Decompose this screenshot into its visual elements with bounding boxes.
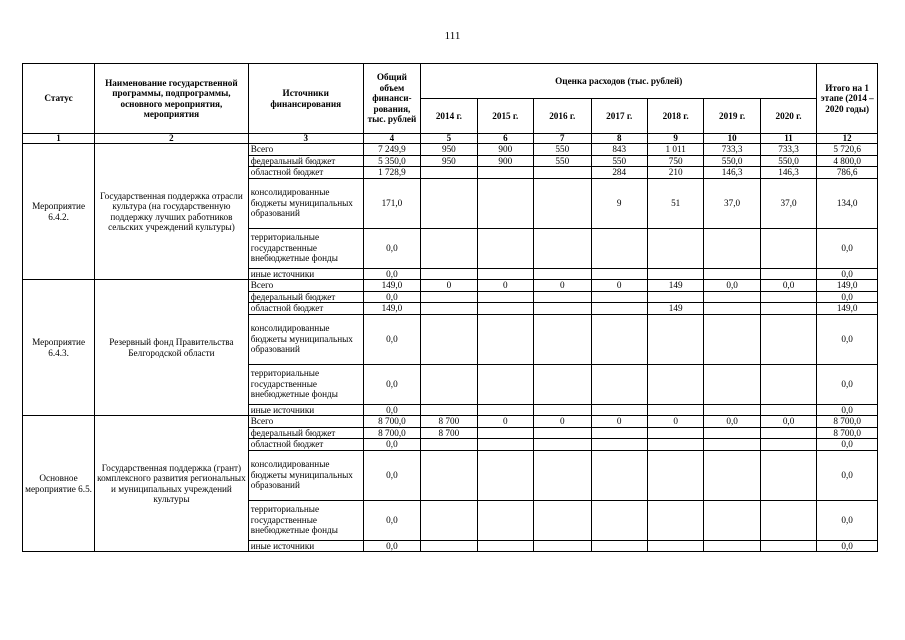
source-cell: территориальные государственные внебюджетные фонды <box>248 364 363 404</box>
year-value-cell <box>647 268 703 280</box>
year-value-cell <box>421 450 477 500</box>
year-value-cell: 750 <box>647 155 703 167</box>
status-cell: Мероприятие 6.4.3. <box>23 280 95 416</box>
year-value-cell: 0,0 <box>760 416 817 428</box>
year-value-cell <box>534 303 591 315</box>
year-value-cell <box>760 427 817 439</box>
year-value-cell: 843 <box>591 144 647 156</box>
year-value-cell: 37,0 <box>760 178 817 228</box>
year-value-cell <box>534 268 591 280</box>
year-value-cell <box>534 364 591 404</box>
year-value-cell <box>760 268 817 280</box>
year-value-cell <box>704 228 760 268</box>
year-value-cell <box>534 540 591 552</box>
column-number: 1 <box>23 134 95 144</box>
page-number: 111 <box>444 30 461 42</box>
stage-total-cell: 0,0 <box>817 314 878 364</box>
year-value-cell <box>591 268 647 280</box>
year-value-cell: 550,0 <box>760 155 817 167</box>
year-value-cell: 550,0 <box>704 155 760 167</box>
year-value-cell <box>591 364 647 404</box>
year-value-cell <box>591 404 647 416</box>
header-total: Общий объем финанси- рования, тыс. рублей <box>363 64 420 134</box>
stage-total-cell: 0,0 <box>817 404 878 416</box>
year-value-cell <box>704 404 760 416</box>
year-value-cell <box>591 500 647 540</box>
year-value-cell: 8 700 <box>421 427 477 439</box>
year-value-cell: 146,3 <box>760 167 817 179</box>
name-cell: Государственная поддержка отрасли культура (на государственную поддержку лучших работников сельских учреждений культуры) <box>95 144 249 280</box>
source-cell: консолидированные бюджеты муниципальных образований <box>248 314 363 364</box>
year-value-cell: 284 <box>591 167 647 179</box>
year-value-cell <box>647 404 703 416</box>
total-cell: 7 249,9 <box>363 144 420 156</box>
stage-total-cell: 0,0 <box>817 291 878 303</box>
year-value-cell <box>591 427 647 439</box>
total-cell: 149,0 <box>363 303 420 315</box>
year-value-cell <box>477 268 533 280</box>
year-value-cell: 0 <box>477 416 533 428</box>
year-value-cell <box>421 540 477 552</box>
year-value-cell <box>421 404 477 416</box>
total-cell: 0,0 <box>363 291 420 303</box>
year-value-cell <box>534 228 591 268</box>
year-value-cell <box>760 303 817 315</box>
header-sources: Источники финансирования <box>248 64 363 134</box>
year-value-cell: 733,3 <box>760 144 817 156</box>
year-value-cell: 146,3 <box>704 167 760 179</box>
total-cell: 0,0 <box>363 314 420 364</box>
year-value-cell <box>704 314 760 364</box>
total-cell: 149,0 <box>363 280 420 292</box>
stage-total-cell: 5 720,6 <box>817 144 878 156</box>
year-value-cell <box>760 364 817 404</box>
financing-table <box>22 63 878 552</box>
source-cell: федеральный бюджет <box>248 155 363 167</box>
header-year: 2017 г. <box>591 99 647 134</box>
year-value-cell <box>421 314 477 364</box>
year-value-cell: 37,0 <box>704 178 760 228</box>
column-number: 9 <box>647 134 703 144</box>
source-cell: федеральный бюджет <box>248 427 363 439</box>
year-value-cell <box>591 291 647 303</box>
column-number: 4 <box>363 134 420 144</box>
source-cell: территориальные государственные внебюджетные фонды <box>248 500 363 540</box>
stage-total-cell: 8 700,0 <box>817 416 878 428</box>
year-value-cell <box>591 228 647 268</box>
stage-total-cell: 0,0 <box>817 228 878 268</box>
year-value-cell: 0,0 <box>704 416 760 428</box>
column-number: 6 <box>477 134 533 144</box>
source-cell: консолидированные бюджеты муниципальных образований <box>248 450 363 500</box>
header-year: 2014 г. <box>421 99 477 134</box>
year-value-cell <box>704 500 760 540</box>
stage-total-cell: 786,6 <box>817 167 878 179</box>
year-value-cell: 0,0 <box>704 280 760 292</box>
column-number: 3 <box>248 134 363 144</box>
year-value-cell <box>477 291 533 303</box>
year-value-cell <box>647 228 703 268</box>
year-value-cell: 733,3 <box>704 144 760 156</box>
year-value-cell <box>421 228 477 268</box>
name-cell: Государственная поддержка (грант) комплексного развития региональных и муниципальных учреждений культуры <box>95 416 249 552</box>
stage-total-cell: 149,0 <box>817 303 878 315</box>
year-value-cell <box>421 439 477 451</box>
year-value-cell <box>477 167 533 179</box>
year-value-cell <box>534 314 591 364</box>
total-cell: 0,0 <box>363 450 420 500</box>
year-value-cell <box>534 167 591 179</box>
source-cell: иные источники <box>248 268 363 280</box>
stage-total-cell: 0,0 <box>817 500 878 540</box>
total-cell: 0,0 <box>363 228 420 268</box>
column-number: 8 <box>591 134 647 144</box>
stage-total-cell: 0,0 <box>817 364 878 404</box>
year-value-cell <box>477 540 533 552</box>
year-value-cell <box>477 314 533 364</box>
stage-total-cell: 0,0 <box>817 268 878 280</box>
year-value-cell <box>647 500 703 540</box>
year-value-cell <box>704 268 760 280</box>
year-value-cell: 9 <box>591 178 647 228</box>
source-cell: иные источники <box>248 540 363 552</box>
year-value-cell: 550 <box>591 155 647 167</box>
stage-total-cell: 0,0 <box>817 450 878 500</box>
year-value-cell <box>760 314 817 364</box>
year-value-cell <box>591 303 647 315</box>
status-cell: Основное мероприятие 6.5. <box>23 416 95 552</box>
year-value-cell <box>421 268 477 280</box>
year-value-cell: 0 <box>647 416 703 428</box>
year-value-cell <box>704 303 760 315</box>
year-value-cell <box>477 450 533 500</box>
year-value-cell <box>591 439 647 451</box>
year-value-cell: 550 <box>534 155 591 167</box>
year-value-cell: 550 <box>534 144 591 156</box>
header-year: 2016 г. <box>534 99 591 134</box>
year-value-cell <box>591 450 647 500</box>
year-value-cell <box>704 439 760 451</box>
header-name: Наименование государственной программы, подпрограммы, основного мероприятия, мероприятия <box>95 64 249 134</box>
total-cell: 0,0 <box>363 404 420 416</box>
year-value-cell <box>421 303 477 315</box>
year-value-cell: 900 <box>477 155 533 167</box>
year-value-cell <box>534 427 591 439</box>
total-cell: 8 700,0 <box>363 427 420 439</box>
year-value-cell <box>591 314 647 364</box>
year-value-cell <box>421 178 477 228</box>
source-cell: Всего <box>248 280 363 292</box>
year-value-cell: 900 <box>477 144 533 156</box>
stage-total-cell: 8 700,0 <box>817 427 878 439</box>
header-year: 2020 г. <box>760 99 817 134</box>
source-cell: областной бюджет <box>248 303 363 315</box>
year-value-cell <box>647 427 703 439</box>
header-year: 2015 г. <box>477 99 533 134</box>
year-value-cell: 0 <box>534 416 591 428</box>
source-cell: Всего <box>248 144 363 156</box>
year-value-cell: 8 700 <box>421 416 477 428</box>
year-value-cell <box>704 291 760 303</box>
year-value-cell <box>704 540 760 552</box>
stage-total-cell: 0,0 <box>817 540 878 552</box>
year-value-cell <box>760 228 817 268</box>
header-year: 2018 г. <box>647 99 703 134</box>
year-value-cell <box>704 427 760 439</box>
year-value-cell <box>477 427 533 439</box>
year-value-cell <box>591 540 647 552</box>
year-value-cell <box>421 500 477 540</box>
year-value-cell <box>534 450 591 500</box>
year-value-cell <box>477 439 533 451</box>
year-value-cell <box>760 291 817 303</box>
column-number: 11 <box>760 134 817 144</box>
column-number: 10 <box>704 134 760 144</box>
total-cell: 0,0 <box>363 268 420 280</box>
column-number: 5 <box>421 134 477 144</box>
year-value-cell <box>760 404 817 416</box>
year-value-cell <box>704 450 760 500</box>
name-cell: Резервный фонд Правительства Белгородской области <box>95 280 249 416</box>
year-value-cell <box>760 540 817 552</box>
stage-total-cell: 134,0 <box>817 178 878 228</box>
year-value-cell <box>534 178 591 228</box>
total-cell: 0,0 <box>363 540 420 552</box>
year-value-cell: 51 <box>647 178 703 228</box>
year-value-cell: 0 <box>591 416 647 428</box>
year-value-cell <box>534 404 591 416</box>
total-cell: 171,0 <box>363 178 420 228</box>
source-cell: Всего <box>248 416 363 428</box>
year-value-cell <box>647 439 703 451</box>
year-value-cell: 950 <box>421 144 477 156</box>
year-value-cell: 0 <box>534 280 591 292</box>
source-cell: областной бюджет <box>248 167 363 179</box>
year-value-cell <box>647 314 703 364</box>
year-value-cell <box>647 450 703 500</box>
header-stage-total: Итого на 1 этапе (2014 – 2020 годы) <box>817 64 878 134</box>
table-row <box>23 416 878 428</box>
source-cell: территориальные государственные внебюджетные фонды <box>248 228 363 268</box>
year-value-cell <box>534 439 591 451</box>
year-value-cell <box>704 364 760 404</box>
total-cell: 0,0 <box>363 439 420 451</box>
year-value-cell <box>477 500 533 540</box>
year-value-cell <box>534 500 591 540</box>
year-value-cell <box>477 228 533 268</box>
total-cell: 1 728,9 <box>363 167 420 179</box>
total-cell: 0,0 <box>363 500 420 540</box>
year-value-cell <box>421 167 477 179</box>
year-value-cell: 0 <box>421 280 477 292</box>
column-number: 7 <box>534 134 591 144</box>
total-cell: 8 700,0 <box>363 416 420 428</box>
year-value-cell <box>477 404 533 416</box>
header-year: 2019 г. <box>704 99 760 134</box>
year-value-cell: 950 <box>421 155 477 167</box>
year-value-cell <box>534 291 591 303</box>
year-value-cell: 210 <box>647 167 703 179</box>
year-value-cell <box>421 291 477 303</box>
source-cell: федеральный бюджет <box>248 291 363 303</box>
source-cell: областной бюджет <box>248 439 363 451</box>
header-estimate: Оценка расходов (тыс. рублей) <box>421 64 817 99</box>
stage-total-cell: 0,0 <box>817 439 878 451</box>
year-value-cell: 0,0 <box>760 280 817 292</box>
column-number: 12 <box>817 134 878 144</box>
year-value-cell <box>760 500 817 540</box>
year-value-cell <box>760 439 817 451</box>
source-cell: иные источники <box>248 404 363 416</box>
source-cell: консолидированные бюджеты муниципальных образований <box>248 178 363 228</box>
year-value-cell: 149 <box>647 280 703 292</box>
year-value-cell <box>477 303 533 315</box>
year-value-cell: 149 <box>647 303 703 315</box>
year-value-cell <box>477 364 533 404</box>
stage-total-cell: 4 800,0 <box>817 155 878 167</box>
year-value-cell <box>760 450 817 500</box>
year-value-cell: 1 011 <box>647 144 703 156</box>
year-value-cell <box>477 178 533 228</box>
year-value-cell <box>647 291 703 303</box>
year-value-cell <box>647 540 703 552</box>
status-cell: Мероприятие 6.4.2. <box>23 144 95 280</box>
table-row <box>23 280 878 292</box>
total-cell: 5 350,0 <box>363 155 420 167</box>
stage-total-cell: 149,0 <box>817 280 878 292</box>
total-cell: 0,0 <box>363 364 420 404</box>
column-number: 2 <box>95 134 249 144</box>
table-row <box>23 144 878 156</box>
header-status: Статус <box>23 64 95 134</box>
year-value-cell: 0 <box>477 280 533 292</box>
year-value-cell <box>647 364 703 404</box>
year-value-cell: 0 <box>591 280 647 292</box>
year-value-cell <box>421 364 477 404</box>
